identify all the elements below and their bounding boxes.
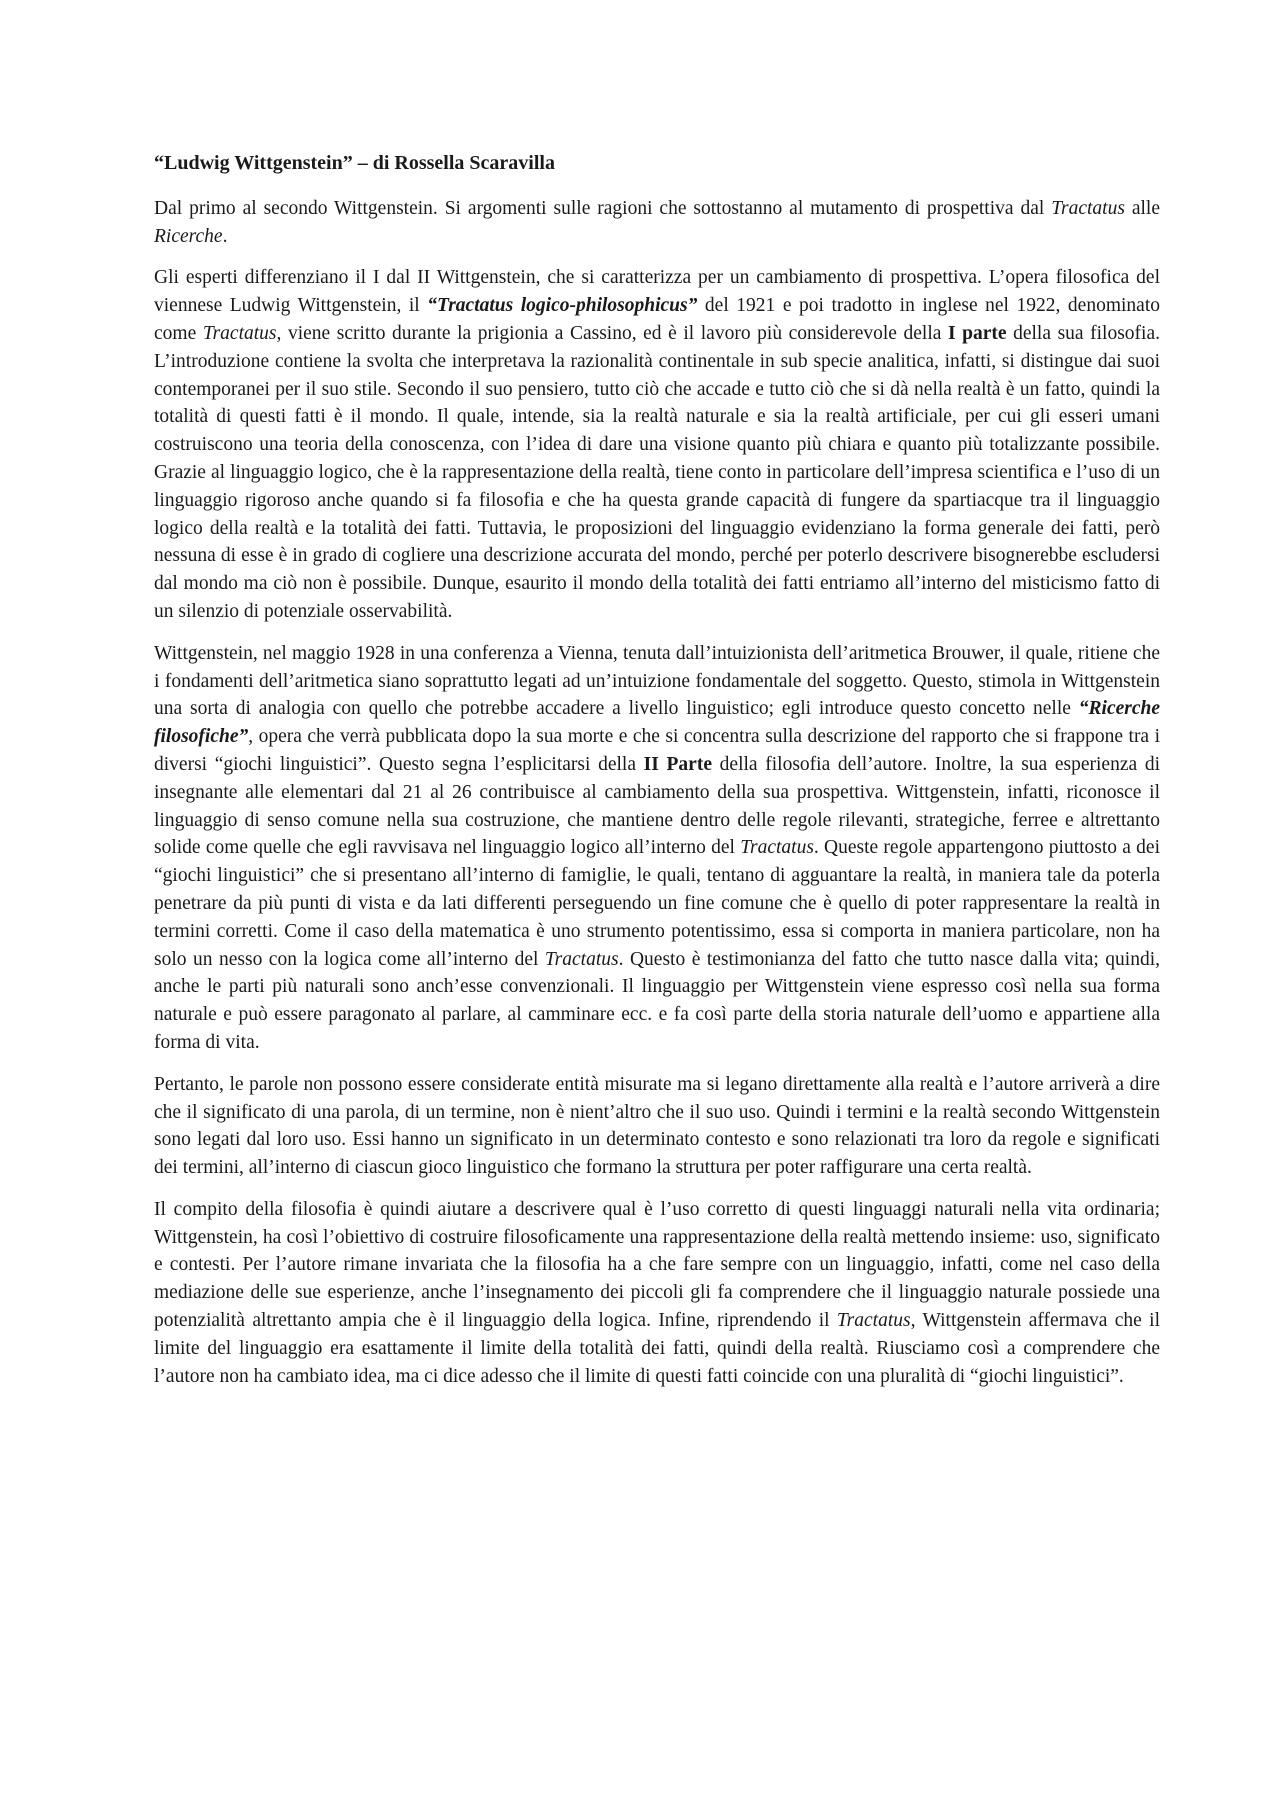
text-run: viene scritto durante la prigionia a Cassino, ed è il lavoro più considerevole della bbox=[281, 322, 948, 344]
paragraph-3 bbox=[154, 1071, 1160, 1182]
text-run: , Wittgenstein affermava che il limite del linguaggio era esattamente il limite della totalità dei fatti, quindi della realtà. Riusciamo così a comprendere che l’autore non ha cambiato idea, ma ci dice adesso che il limite di questi fatti coincide con una pluralità di “giochi linguistici”. bbox=[154, 1310, 1161, 1387]
text-run: alle bbox=[1124, 197, 1160, 219]
text-run: . Questo è testimonianza del fatto che tutto nasce dalla vita; quindi, anche le parti più naturali sono anch’esse convenzionali. Il linguaggio per Wittgenstein viene espresso così nella sua forma naturale e può essere paragonato al parlare, al camminare ecc. e fa così parte della storia naturale dell’uomo e appartiene alla forma di vita. bbox=[154, 948, 1160, 1053]
text-run: Gli esperti differenziano il I dal II Wittgenstein, che si caratterizza per un cambiamento di prospettiva. L’opera filosofica del viennese Ludwig Wittgenstein, il bbox=[154, 267, 1160, 317]
text-run: , opera che verrà pubblicata dopo la sua morte e che si concentra sulla descrizione del rapporto che si frappone tra i diversi “giochi linguistici”. Questo segna l’esplicitarsi della bbox=[154, 726, 1160, 775]
paragraph-4 bbox=[154, 1196, 1160, 1391]
text-run: . Queste regole appartengono piuttosto a dei “giochi linguistici” che si presentano all’interno di famiglie, le quali, tentano di agguantare la realtà, in maniera tale da poterla penetrare da più punti di vista e da lati differenti perseguendo un fine comune che è quello di poter rappresentare la realtà in termini corretti. Come il caso della matematica è uno strumento potentissimo, essa si comporta in maniera particolare, non ha solo un nesso con la logica come all’interno del bbox=[154, 837, 1161, 970]
text-run: del 1921 e poi tradotto in inglese nel 1922, denominato come bbox=[154, 295, 1160, 344]
document-title: “Ludwig Wittgenstein” – di Rossella Scaravilla bbox=[154, 152, 555, 174]
bold-italic-run: “Ricerche filosofiche” bbox=[154, 698, 1160, 748]
italic-run: Tractatus bbox=[1051, 197, 1125, 219]
italic-run: Tractatus bbox=[836, 1310, 911, 1332]
text-run: Dal primo al secondo Wittgenstein. Si argomenti sulle ragioni che sottostanno al mutamento di prospettiva dal bbox=[154, 197, 1052, 219]
italic-run: Tractatus bbox=[740, 837, 814, 859]
bold-run: I parte bbox=[947, 322, 1007, 344]
text-run: . bbox=[222, 225, 228, 247]
text-run: Pertanto, le parole non possono essere considerate entità misurate ma si legano direttamente alla realtà e l’autore arriverà a dire che il significato di una parola, di un termine, non è nient’altro che il suo uso. Quindi i termini e la realtà secondo Wittgenstein sono legati dal loro uso. Essi hanno un significato in un determinato contesto e sono relazionati tra loro da regole e significati dei termini, all’interno di ciascun gioco linguistico che formano la struttura per poter raffigurare una certa realtà. bbox=[154, 1073, 1160, 1179]
italic-run: Ricerche bbox=[154, 225, 223, 247]
text-run: della filosofia dell’autore. Inoltre, la sua esperienza di insegnante alle elementari dal 21 al 26 contribuisce al cambiamento della sua prospettiva. Wittgenstein, infatti, riconosce il linguaggio di senso comune nella sua costruzione, che mantiene dentro delle regole rilevanti, strategiche, ferree e altrettanto solide come quelle che egli ravvisava nel linguaggio logico all’interno del bbox=[154, 753, 1160, 859]
text-run: Wittgenstein, nel maggio 1928 in una conferenza a Vienna, tenuta dall’intuizionista dell’aritmetica Brouwer, il quale, ritiene che i fondamenti dell’aritmetica siano soprattutto legati ad un’intuizione fondamentale del soggetto. Questo, stimola in Wittgenstein una sorta di analogia con quello che potrebbe accadere a livello linguistico; egli introduce questo concetto nelle bbox=[154, 642, 1160, 720]
paragraph-2 bbox=[154, 640, 1160, 1057]
paragraph-1 bbox=[154, 264, 1160, 625]
bold-run: II Parte bbox=[643, 753, 712, 775]
bold-italic-run: “Tractatus logico-philosophicus” bbox=[427, 295, 698, 317]
text-run: della sua filosofia. L’introduzione contiene la svolta che interpretava la razionalità continentale in sub specie analitica, infatti, si distingue dai suoi contemporanei per il suo stile. Secondo il suo pensiero, tutto ciò che accade e tutto ciò che si dà nella realtà è un fatto, quindi la totalità di questi fatti è il mondo. Il quale, intende, sia la realtà naturale e sia la realtà artificiale, per cui gli esseri umani costruiscono una teoria della conoscenza, con l’idea di dare una visione quanto più chiara e quanto più totalizzante possibile. Grazie al linguaggio logico, che è la rappresentazione della realtà, tiene conto in particolare dell’impresa scientifica e l’uso di un linguaggio rigoroso anche quando si fa filosofia e che ha questa grande capacità di fungere da spartiacque tra il linguaggio logico della realtà e la totalità dei fatti. Tuttavia, le proposizioni del linguaggio evidenziano la forma generale dei fatti, però nessuna di esse è in grado di cogliere una descrizione accurata del mondo, perché per poterlo descrivere bisognerebbe escludersi dal mondo ma ciò non è possibile. Dunque, esaurito il mondo della totalità dei fatti entriamo all’interno del misticismo fatto di un silenzio di potenziale osservabilità. bbox=[154, 322, 1160, 622]
italic-run: Tractatus, bbox=[202, 322, 282, 344]
italic-run: Tractatus bbox=[544, 948, 619, 970]
essay-prompt bbox=[154, 195, 1160, 251]
text-run: Il compito della filosofia è quindi aiutare a descrivere qual è l’uso corretto di questi linguaggi naturali nella vita ordinaria; Wittgenstein, ha così l’obiettivo di costruire filosoficamente una rappresentazione della realtà mettendo insieme: uso, significato e contesti. Per l’autore rimane invariata che la filosofia ha a che fare sempre con un linguaggio, infatti, come nel caso della mediazione delle sue esperienze, anche l’insegnamento dei piccoli gli fa comprendere che il linguaggio naturale possiede una potenzialità altrettanto ampia che è il linguaggio della logica. Infine, riprendendo il bbox=[154, 1198, 1160, 1332]
document-page bbox=[154, 150, 1160, 1404]
